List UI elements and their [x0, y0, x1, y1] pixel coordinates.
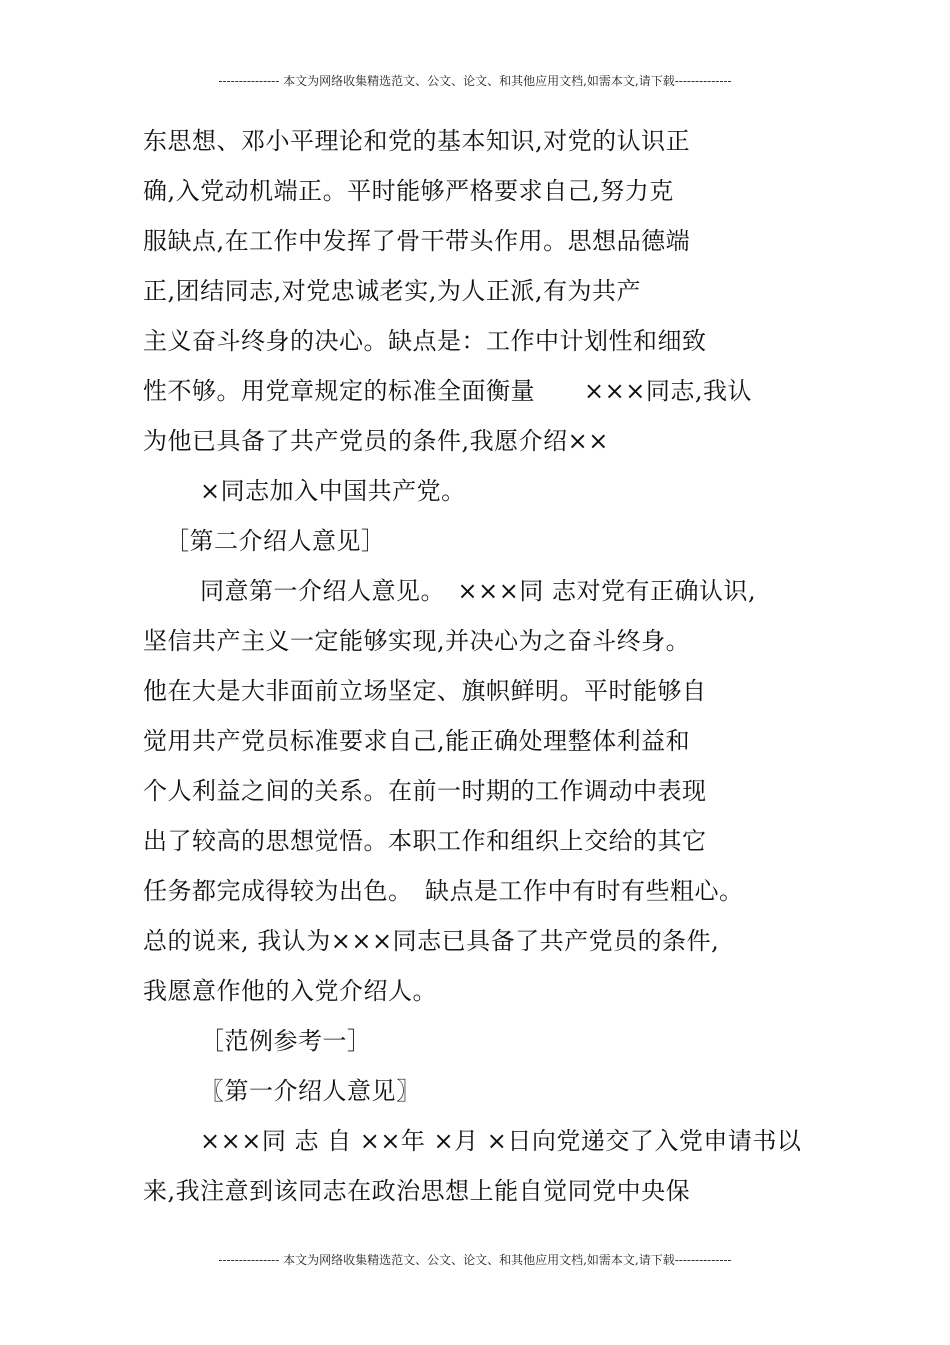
- body-line: 来,我注意到该同志在政治思想上能自觉同党中央保: [143, 1177, 691, 1205]
- body-line: 个人利益之间的关系。在前一时期的工作调动中表现: [143, 777, 707, 805]
- body-line: 为他已具备了共产党员的条件,我愿介绍××: [143, 427, 609, 455]
- section-heading: 〖第一介绍人意见〗: [200, 1077, 421, 1105]
- body-line: 主义奋斗终身的决心。缺点是：工作中计划性和细致: [143, 327, 707, 355]
- body-line: 确,入党动机端正。平时能够严格要求自己,努力克: [143, 177, 674, 205]
- body-line: 性不够。用党章规定的标准全面衡量 ×××同志,我认: [143, 377, 752, 405]
- body-line: 正,团结同志,对党忠诚老实,为人正派,有为共产: [143, 277, 642, 305]
- body-line: 我愿意作他的入党介绍人。: [143, 977, 437, 1005]
- footer-banner: --------------- 本文为网络收集精选范文、公文、论文、和其他应用文档,如需本文,请下载--------------: [218, 1253, 732, 1267]
- body-line: ×同志加入中国共产党。: [200, 477, 466, 505]
- body-line: 服缺点,在工作中发挥了骨干带头作用。思想品德端: [143, 227, 691, 255]
- body-line: 觉用共产党员标准要求自己,能正确处理整体利益和: [143, 727, 691, 755]
- body-line: 出了较高的思想觉悟。本职工作和组织上交给的其它: [143, 827, 707, 855]
- body-line: 同意第一介绍人意见。 ×××同 志对党有正确认识,: [200, 577, 757, 605]
- section-heading: ［范例参考一］: [200, 1027, 372, 1055]
- body-line: 东思想、邓小平理论和党的基本知识,对党的认识正: [143, 127, 691, 155]
- body-line: 坚信共产主义一定能够实现,并决心为之奋斗终身。: [143, 627, 691, 655]
- section-heading: ［第二介绍人意见］: [165, 527, 386, 555]
- header-banner: --------------- 本文为网络收集精选范文、公文、论文、和其他应用文档,如需本文,请下载--------------: [218, 74, 732, 88]
- body-line: 总的说来, 我认为×××同志已具备了共产党员的条件,: [143, 927, 720, 955]
- body-line: 他在大是大非面前立场坚定、旗帜鲜明。平时能够自: [143, 677, 707, 705]
- body-line: 任务都完成得较为出色。 缺点是工作中有时有些粗心。: [143, 877, 744, 905]
- body-line: ×××同 志 自 ××年 ×月 ×日向党递交了入党申请书以: [200, 1127, 802, 1155]
